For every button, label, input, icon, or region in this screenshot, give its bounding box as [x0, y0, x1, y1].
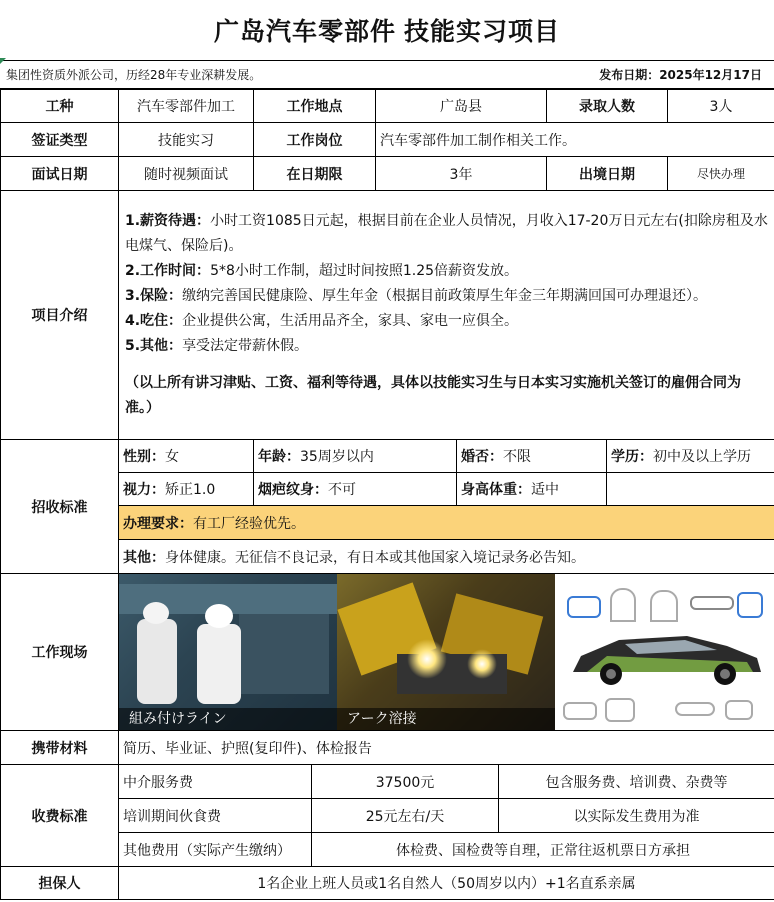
other-cell	[119, 540, 774, 574]
marital-cell	[457, 440, 607, 473]
trade-label: 工种	[1, 90, 119, 123]
intro-label: 项目介绍	[1, 191, 119, 440]
intro-content	[119, 191, 774, 440]
tattoo-cell	[254, 473, 457, 506]
intro-item-text: 企业提供公寓，生活用品齐全，家具、家电一应俱全。	[182, 313, 519, 329]
body-value: 适中	[531, 482, 559, 498]
hires-label: 录取人数	[547, 90, 668, 123]
materials-value: 简历、毕业证、护照(复印件)、体检报告	[119, 731, 774, 765]
guarantor-label: 担保人	[1, 867, 119, 900]
fees-label: 收费标准	[1, 765, 119, 867]
trade-value: 汽车零部件加工	[119, 90, 254, 123]
edu-cell	[607, 440, 774, 473]
fee-name: 培训期间伙食费	[119, 799, 312, 833]
company-tagline: 集团性资质外派公司，历经28年专业深耕发展。	[6, 68, 262, 82]
site-photos	[119, 574, 774, 731]
post-label: 工作岗位	[254, 123, 376, 157]
gender-value: 女	[165, 449, 179, 465]
tattoo-value: 不可	[328, 482, 356, 498]
intro-item-head: 3.保险：	[125, 288, 183, 304]
intro-item-text: 5*8小时工作制，超过时间按照1.25倍薪资发放。	[210, 263, 519, 279]
req-label: 招收标准	[1, 440, 119, 574]
fee-note: 包含服务费、培训费、杂费等	[499, 765, 774, 799]
page-title	[0, 0, 774, 61]
post-value: 汽车零部件加工制作相关工作。	[376, 123, 774, 157]
depart-label: 出境日期	[547, 157, 668, 191]
marital-value: 不限	[503, 449, 531, 465]
info-table	[0, 89, 774, 900]
fee-name: 中介服务费	[119, 765, 312, 799]
empty-cell	[607, 473, 774, 506]
other-fee-name: 其他费用（实际产生缴纳）	[119, 833, 312, 867]
term-label: 在日期限	[254, 157, 376, 191]
fee-amount: 25元左右/天	[312, 799, 499, 833]
vision-cell	[119, 473, 254, 506]
marital-label: 婚否：	[461, 449, 503, 465]
title-part1: 广岛汽车零部件	[213, 17, 396, 46]
other-fee-note: 体检费、国检费等自理，正常往返机票日方承担	[312, 833, 774, 867]
assembly-line-photo	[119, 574, 337, 730]
age-value: 35周岁以内	[300, 449, 374, 465]
age-label: 年龄：	[258, 449, 300, 465]
intro-item	[125, 284, 768, 309]
intro-item-text: 享受法定带薪休假。	[182, 338, 309, 354]
hires-value: 3人	[668, 90, 774, 123]
location-value: 广岛县	[376, 90, 547, 123]
edu-label: 学历：	[611, 449, 653, 465]
interview-value: 随时视频面试	[119, 157, 254, 191]
guarantor-value: 1名企业上班人员或1名自然人（50周岁以内）+1名直系亲属	[119, 867, 774, 900]
body-cell	[457, 473, 607, 506]
tattoo-label: 烟疤纹身：	[258, 482, 328, 498]
arc-welding-photo	[337, 574, 555, 730]
vision-value: 矫正1.0	[165, 482, 216, 498]
intro-note: （以上所有讲习津贴、工资、福利等待遇，具体以技能实习生与日本实习实施机关签订的雇佣合同为准。）	[125, 375, 741, 416]
car-icon	[567, 626, 767, 688]
fee-note: 以实际发生费用为准	[499, 799, 774, 833]
term-value: 3年	[376, 157, 547, 191]
title-part2: 技能实习	[403, 17, 508, 46]
gender-cell	[119, 440, 254, 473]
vision-label: 视力：	[123, 482, 165, 498]
intro-item-head: 5.其他：	[125, 338, 183, 354]
fee-amount: 37500元	[312, 765, 499, 799]
site-label: 工作现场	[1, 574, 119, 731]
interview-label: 面试日期	[1, 157, 119, 191]
title-part3: 项目	[508, 17, 561, 46]
req-content	[119, 440, 774, 574]
other-label: 其他：	[123, 549, 165, 566]
fees-content	[119, 765, 774, 867]
intro-item	[125, 309, 768, 334]
must-value: 有工厂经验优先。	[193, 515, 305, 532]
must-label: 办理要求：	[123, 515, 193, 532]
gender-label: 性别：	[123, 449, 165, 465]
auto-parts-photo	[555, 574, 774, 730]
intro-item	[125, 334, 768, 359]
visa-value: 技能实习	[119, 123, 254, 157]
intro-item-head: 2.工作时间：	[125, 263, 211, 279]
intro-item-text: 缴纳完善国民健康险、厚生年金（根据目前政策厚生年金三年期满回国可办理退还）。	[182, 288, 708, 304]
body-label: 身高体重：	[461, 482, 531, 498]
assembly-caption: 組み付けライン	[119, 708, 337, 730]
subheader	[0, 61, 774, 89]
location-label: 工作地点	[254, 90, 376, 123]
intro-item	[125, 259, 768, 284]
other-value: 身体健康。无征信不良记录，有日本或其他国家入境记录务必告知。	[165, 549, 585, 566]
age-cell	[254, 440, 457, 473]
intro-item-head: 1.薪资待遇：	[125, 213, 211, 229]
intro-item	[125, 209, 768, 259]
intro-item-text: 小时工资1085日元起，根据目前在企业人员情况，月收入17-20万日元左右(扣除房租及水电煤气、保险后)。	[125, 213, 768, 254]
must-cell	[119, 506, 774, 540]
publish-date: 发布日期：2025年12月17日	[599, 68, 762, 82]
visa-label: 签证类型	[1, 123, 119, 157]
intro-item-head: 4.吃住：	[125, 313, 183, 329]
materials-label: 携带材料	[1, 731, 119, 765]
depart-value: 尽快办理	[668, 157, 774, 191]
welding-caption: アーク溶接	[337, 708, 555, 730]
edu-value: 初中及以上学历	[653, 449, 751, 465]
